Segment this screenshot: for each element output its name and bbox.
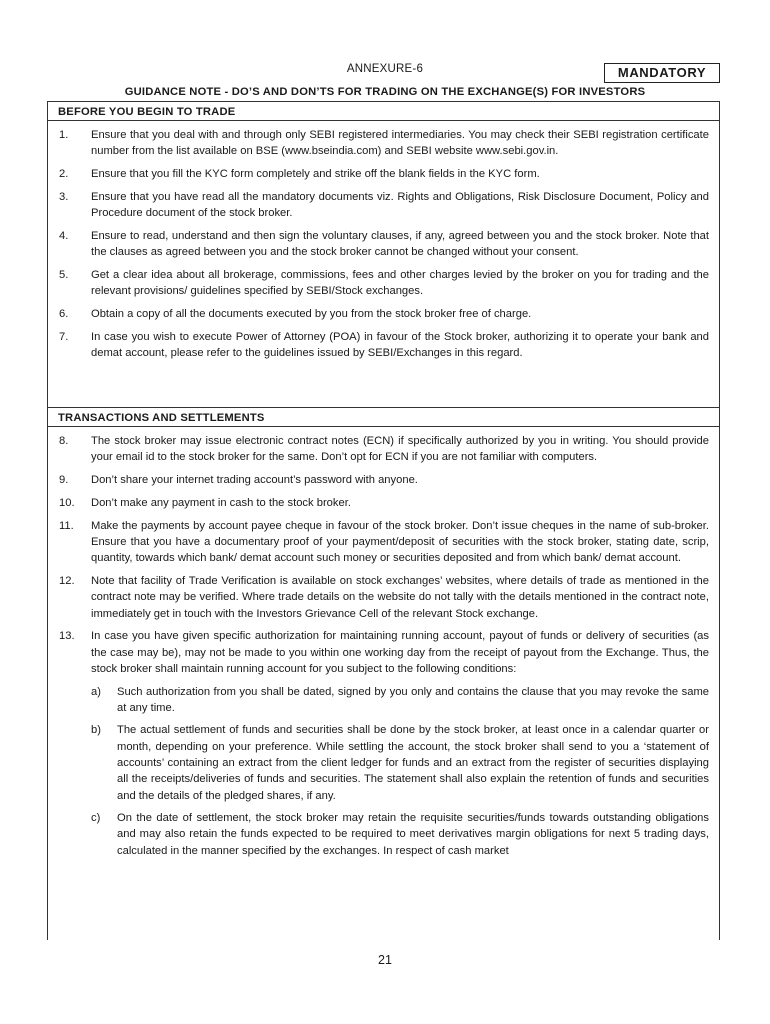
item-text: Note that facility of Trade Verification is available on stock exchanges’ websites, where details of trade as mentioned in the contract note may be verified. Where trade details on the website do not tally with the details mentioned in the contract note, immediately get in touch with the Investors Grievance Cell of the relevant Stock exchange. (91, 575, 709, 620)
item-number: 11. (59, 519, 74, 532)
list-item (48, 166, 709, 182)
item-text: In case you wish to execute Power of Attorney (POA) in favour of the Stock broker, authorizing it to operate your bank and demat account, please refer to the guidelines issued by SEBI/Exchanges in this regard. (91, 330, 709, 360)
item-text: Ensure to read, understand and then sign the voluntary clauses, if any, agreed between you and the stock broker. Note that the clauses as agreed between you and the stock broker cannot be changed without your consent. (91, 229, 709, 259)
page-number: 21 (378, 953, 392, 967)
item-text: Ensure that you have read all the mandatory documents viz. Rights and Obligations, Risk Disclosure Document, Policy and Procedure document of the stock broker. (91, 190, 709, 220)
sub-list-item (91, 684, 709, 717)
item-number: 6. (59, 308, 69, 321)
item-text: Don’t share your internet trading account’s password with anyone. (91, 474, 418, 487)
list-item (48, 628, 709, 677)
item-number: 2. (59, 168, 69, 181)
sub-item-text: On the date of settlement, the stock broker may retain the requisite securities/funds towards outstanding obligations and may also retain the funds expected to be required to meet derivatives margin obligations for next 5 trading days, calculated in the manner specified by the exchanges. In respect of cash market (117, 811, 709, 857)
section-heading-before-trade: BEFORE YOU BEGIN TO TRADE (48, 102, 719, 121)
item-text: Ensure that you deal with and through only SEBI registered intermediaries. You may check their SEBI registration certificate number from the list available on BSE (www.bseindia.com) and SEBI website www.sebi.gov.in. (91, 129, 709, 158)
item-text: The stock broker may issue electronic contract notes (ECN) if specifically authorized by you in writing. You should provide your email id to the stock broker for the same. Don’t opt for ECN if you are not familiar with computers. (91, 435, 709, 464)
item-number: 9. (59, 474, 69, 487)
guidance-table (47, 101, 720, 940)
list-item (48, 127, 709, 160)
list-item (48, 189, 709, 222)
item-number: 1. (59, 129, 69, 141)
list-item (48, 306, 709, 322)
item-number: 10. (59, 496, 75, 509)
item-number: 3. (59, 190, 69, 203)
list-item (48, 329, 709, 362)
sub-item-letter: a) (91, 685, 101, 698)
item-text: Make the payments by account payee cheque in favour of the stock broker. Don’t issue cheques in the name of sub-broker. Ensure that you have a documentary proof of your payment/deposit of securities with the stock broker, stating date, scrip, quantity, towards which bank/ demat account such money or securities deposited and from which bank/ demat account. (91, 519, 709, 565)
item-text: Obtain a copy of all the documents executed by you from the stock broker free of charge. (91, 308, 532, 321)
sub-list-item (91, 810, 709, 859)
sub-item-text: The actual settlement of funds and securities shall be done by the stock broker, at least once in a calendar quarter or month, depending on your preference. While settling the account, the stock broker shall send to you a ‘statement of accounts’ containing an extract from the client ledger for funds and an extract from the register of securities displaying all the receipts/deliveries of funds and securities. The statement shall also explain the retention of funds and securities and the details of the pledged shares, if any. (117, 724, 709, 802)
item-number: 4. (59, 229, 69, 242)
sub-list-item (91, 722, 709, 803)
item-text: Ensure that you fill the KYC form completely and strike off the blank fields in the KYC form. (91, 168, 540, 181)
section-body-transactions (48, 427, 719, 859)
sub-item-letter: c) (91, 811, 101, 824)
list-item (48, 228, 709, 261)
item-number: 5. (59, 269, 69, 282)
sub-item-text: Such authorization from you shall be dated, signed by you only and contains the clause that you may revoke the same at any time. (117, 685, 709, 715)
item-text: In case you have given specific authorization for maintaining running account, payout of funds or delivery of securities (as the case may be), may not be made to you within one working day from the receipt of payout from the Exchange. Thus, the stock broker shall maintain running account for you subject to the following conditions: (91, 630, 709, 676)
mandatory-badge: MANDATORY (604, 63, 720, 83)
item-number: 8. (59, 435, 69, 447)
item-text: Get a clear idea about all brokerage, commissions, fees and other charges levied by the broker on you for trading and the relevant provisions/ guidelines specified by SEBI/Stock exchanges. (91, 269, 709, 298)
item-number: 7. (59, 330, 69, 343)
annexure-label: ANNEXURE-6 (346, 63, 424, 75)
document-title: GUIDANCE NOTE - DO’S AND DON’TS FOR TRADING ON THE EXCHANGE(S) FOR INVESTORS (124, 86, 646, 98)
item-number: 12. (59, 575, 75, 588)
list-item (48, 433, 709, 466)
list-item (48, 573, 709, 622)
list-item (48, 472, 709, 488)
item-number: 13. (59, 630, 75, 643)
list-item (48, 267, 709, 300)
list-item (48, 518, 709, 567)
list-item (48, 495, 709, 511)
section-body-before-trade (48, 121, 719, 408)
item-text: Don’t make any payment in cash to the stock broker. (91, 496, 351, 509)
section-heading-transactions: TRANSACTIONS AND SETTLEMENTS (48, 408, 719, 427)
sub-item-letter: b) (91, 724, 101, 737)
